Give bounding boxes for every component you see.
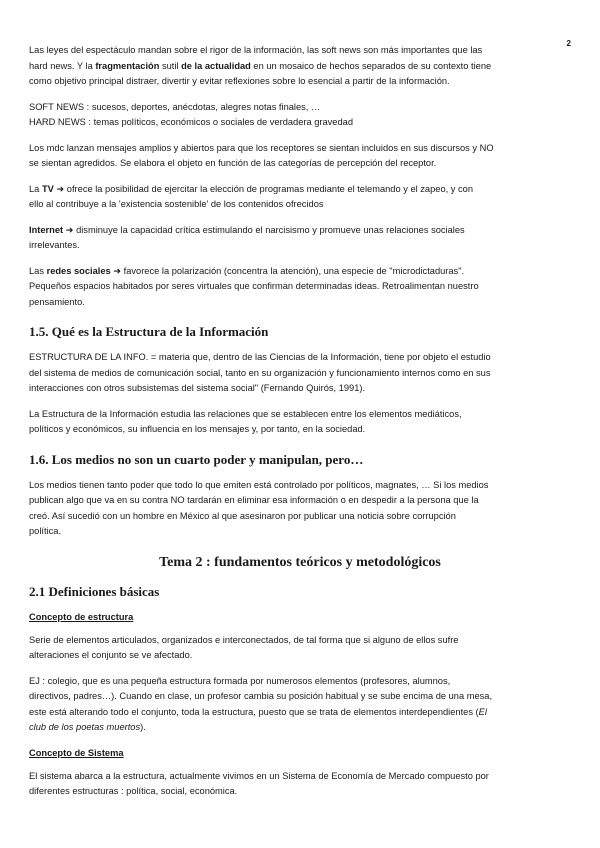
- text-line: pensamiento.: [29, 296, 85, 307]
- paragraph-internet: [29, 223, 571, 254]
- text-line: se sientan agredidos. Se elabora el objeto en función de las categorías de percepción del receptor.: [29, 158, 437, 168]
- text-line: Pequeños espacios habitados por seres virtuales que confirman determinadas ideas. Retroalimentan nuestro: [29, 281, 479, 291]
- text-line: Los medios tienen tanto poder que todo lo que emiten está controlado por políticos, magnates, … Si los medios: [29, 479, 489, 490]
- text-line: alteraciones el conjunto se ve afectado.: [29, 650, 193, 660]
- arrow-right-icon: ➜: [53, 183, 67, 194]
- paragraph-structure-definition: [29, 350, 571, 397]
- text-line: Las redes sociales ➜ favorece la polarización (concentra la atención), una especie de "microdictaduras".: [29, 265, 465, 276]
- paragraph-sistema-definition: [29, 769, 571, 800]
- hard-news-definition: HARD NEWS : temas políticos, económicos o sociales de verdadera gravedad: [29, 117, 353, 127]
- text-line: interacciones con otros subsistemas del sistema social" (Fernando Quirós, 1991).: [29, 383, 366, 393]
- chapter-title-tema-2: Tema 2 : fundamentos teóricos y metodológicos: [159, 554, 441, 570]
- text-line: ello al contribuye a la 'existencia sostenible' de los contenidos ofrecidos: [29, 199, 324, 209]
- text-line: este está alterando todo el conjunto, toda la estructura, puesto que se trata de elementos interdependientes (El: [29, 706, 487, 717]
- paragraph-spectacle-laws: [29, 43, 571, 90]
- text-line: como objetivo principal distraer, divertir y evitar reflexiones sobre lo esencial a partir de la información.: [29, 76, 450, 86]
- text-line: Los mdc lanzan mensajes amplios y abiertos para que los receptores se sientan incluidos en sus discursos y NO: [29, 142, 494, 153]
- text-line: diferentes estructuras : política, social, económica.: [29, 786, 238, 796]
- section-heading-1-6: 1.6. Los medios no son un cuarto poder y manipulan, pero…: [29, 451, 364, 467]
- paragraph-mdc-messages: [29, 141, 571, 172]
- text-line: Internet ➜ disminuye la capacidad crítica estimulando el narcisismo y promueve unas relaciones sociales: [29, 224, 465, 235]
- text-line: La TV ➜ ofrece la posibilidad de ejercitar la elección de programas mediante el telemando y el zapeo, y con: [29, 183, 473, 194]
- paragraph-media-power: [29, 478, 571, 540]
- subheading-concepto-estructura: Concepto de estructura: [29, 611, 134, 622]
- arrow-right-icon: ➜: [63, 224, 77, 235]
- soft-news-definition: SOFT NEWS : sucesos, deportes, anécdotas, alegres notas finales, …: [29, 101, 321, 112]
- subheading-concepto-sistema: Concepto de Sistema: [29, 747, 124, 758]
- paragraph-social-networks: [29, 264, 571, 311]
- paragraph-tv: [29, 182, 571, 213]
- text-line: Serie de elementos articulados, organizados e interconectados, de tal forma que si alguno de ellos sufre: [29, 634, 459, 645]
- section-heading-1-5: 1.5. Qué es la Estructura de la Información: [29, 324, 269, 339]
- text-line: El sistema abarca a la estructura, actualmente vivimos en un Sistema de Economía de Mercado compuesto por: [29, 770, 489, 781]
- section-heading-2-1: 2.1 Definiciones básicas: [29, 583, 160, 599]
- text-line: La Estructura de la Información estudia las relaciones que se establecen entre los elementos mediáticos,: [29, 408, 462, 419]
- paragraph-news-types: [29, 100, 571, 131]
- paragraph-estructura-example: [29, 674, 571, 736]
- text-line: hard news. Y la fragmentación sutil de la actualidad en un mosaico de hechos separados de su contexto tiene: [29, 60, 492, 71]
- text-line: del sistema de medios de comunicación social, tanto en su organización y funcionamiento internos como en sus: [29, 367, 491, 378]
- text-line: creó. Así sucedió con un hombre en México al que asesinaron por publicar una noticia sobre corrupción: [29, 510, 456, 521]
- text-line: políticos y económicos, su influencia en los mensajes y, por tanto, en la sociedad.: [29, 424, 366, 434]
- document-body: [29, 43, 571, 810]
- text-line: publican algo que va en su contra NO tardarán en eliminar esa información o en despedir a la persona que la: [29, 495, 479, 505]
- text-line: ESTRUCTURA DE LA INFO. = materia que, dentro de las Ciencias de la Información, tiene por objeto el estudio: [29, 352, 491, 362]
- page-number: 2: [566, 39, 571, 48]
- text-line: Las leyes del espectáculo mandan sobre el rigor de la información, las soft news son más importantes que las: [29, 45, 483, 55]
- text-line: irrelevantes.: [29, 240, 80, 250]
- paragraph-structure-study: [29, 407, 571, 438]
- text-line: directivos, padres…). Cuando en clase, un profesor cambia su posición habitual y se sube encima de una mesa,: [29, 691, 493, 701]
- arrow-right-icon: ➜: [110, 265, 124, 276]
- paragraph-estructura-definition: [29, 633, 571, 664]
- text-line: política.: [29, 526, 62, 536]
- text-line: EJ : colegio, que es una pequeña estructura formada por numerosos elementos (profesores, alumnos,: [29, 675, 451, 686]
- text-line: club de los poetas muertos).: [29, 722, 146, 732]
